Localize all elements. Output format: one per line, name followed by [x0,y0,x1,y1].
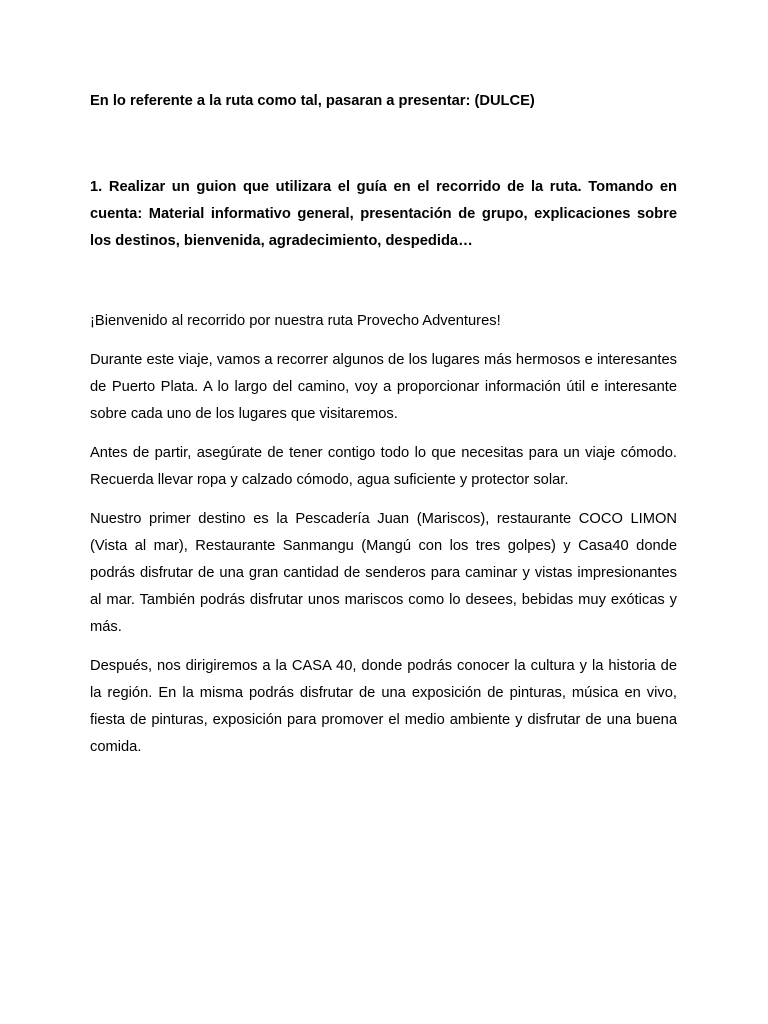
paragraph-intro: Durante este viaje, vamos a recorrer algunos de los lugares más hermosos e interesantes de Puerto Plata. A lo largo del camino, voy a proporcionar información útil e interesante sobre cada uno de los lugares que visitaremos. [90,352,677,422]
numbered-task: 1. Realizar un guion que utilizara el guía en el recorrido de la ruta. Tomando en cuenta: Material informativo general, presentación de grupo, explicaciones sobre los destinos, bienvenida, agradecimiento, despedida… [90,179,677,249]
document-body [90,92,677,761]
paragraph-casa-40: Después, nos dirigiremos a la CASA 40, donde podrás conocer la cultura y la historia de la región. En la misma podrás disfrutar de una exposición de pinturas, música en vivo, fiesta de pinturas, exposición para promover el medio ambiente y disfrutar de una buena comida. [90,658,677,755]
paragraph-welcome: ¡Bienvenido al recorrido por nuestra ruta Provecho Adventures! [90,313,501,329]
paragraph-preparation: Antes de partir, asegúrate de tener contigo todo lo que necesitas para un viaje cómodo. Recuerda llevar ropa y calzado cómodo, agua suficiente y protector solar. [90,445,677,488]
paragraph-first-destination: Nuestro primer destino es la Pescadería Juan (Mariscos), restaurante COCO LIMON (Vista al mar), Restaurante Sanmangu (Mangú con los tres golpes) y Casa40 donde podrás disfrutar de una gran cantidad de senderos para caminar y vistas impresionantes al mar. También podrás disfrutar unos mariscos como lo desees, bebidas muy exóticas y más. [90,511,677,635]
section-heading: En lo referente a la ruta como tal, pasaran a presentar: (DULCE) [90,93,535,109]
